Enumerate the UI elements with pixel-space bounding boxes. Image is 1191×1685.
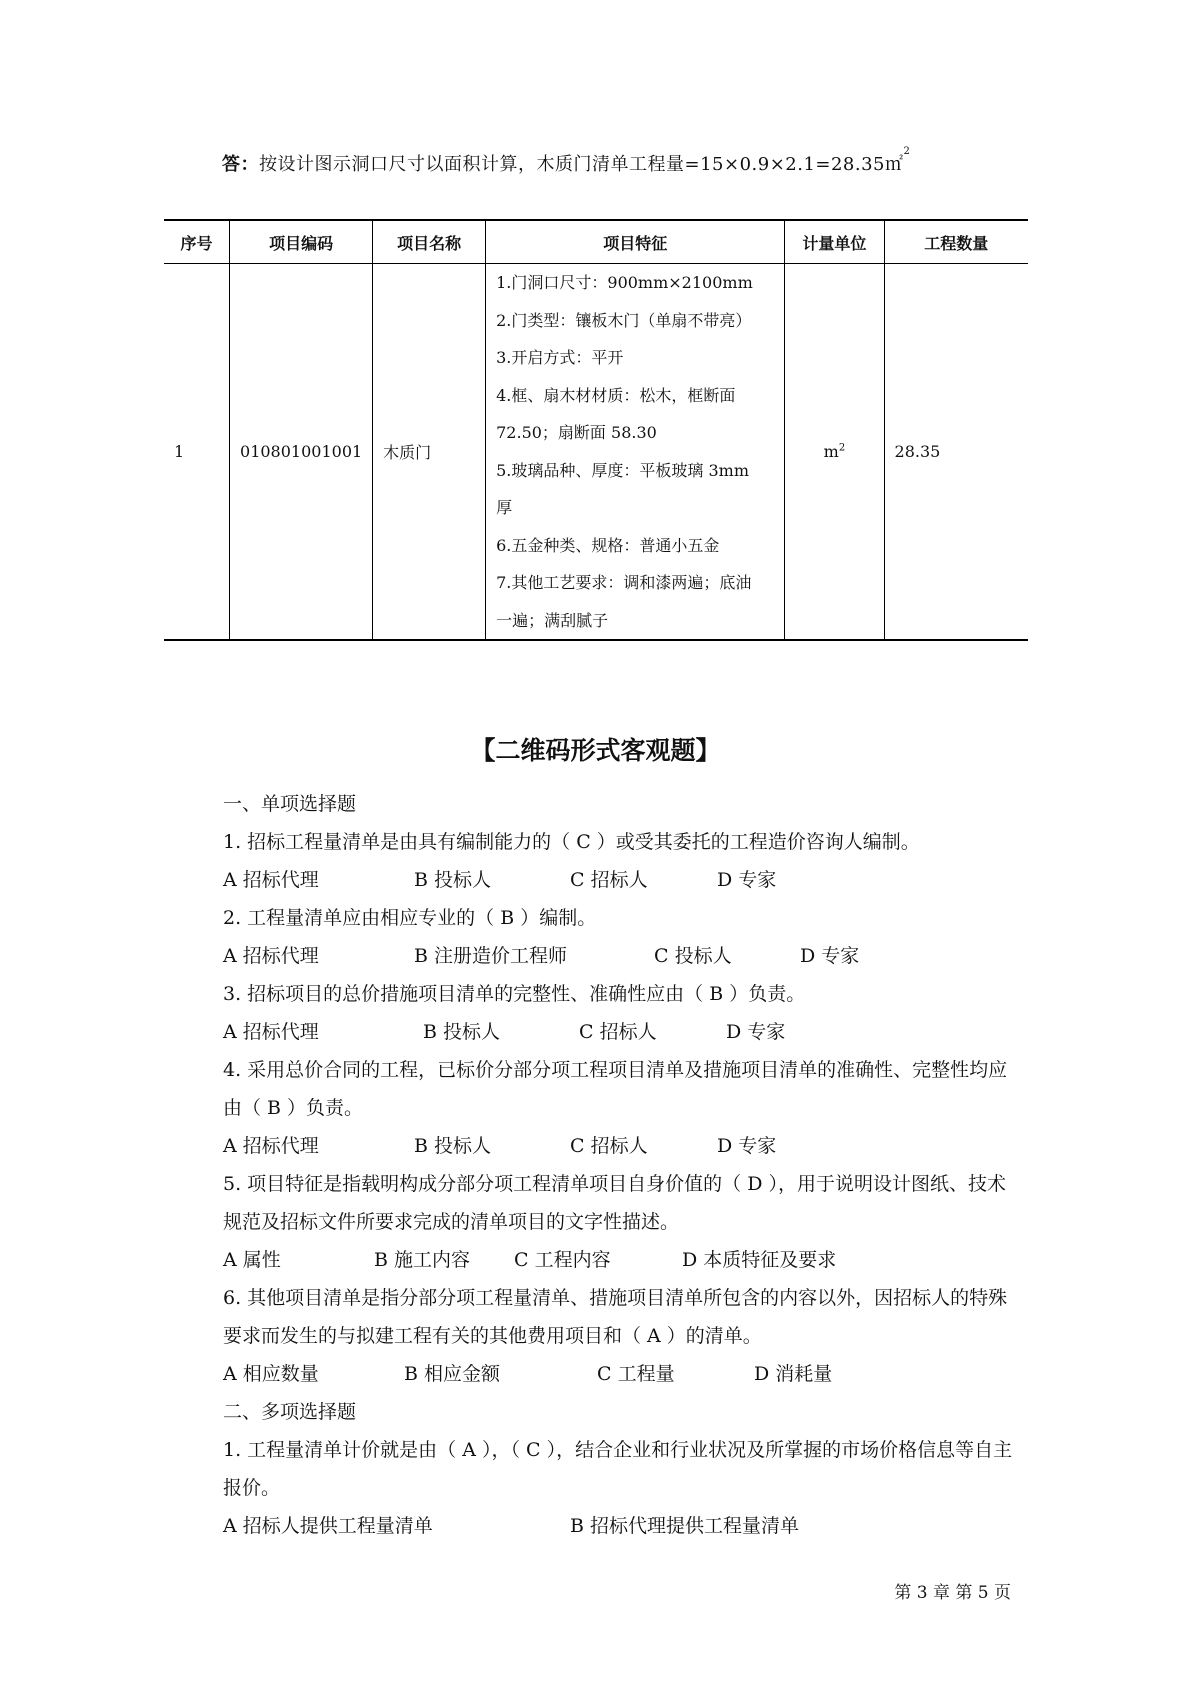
- feature-line: 6.五金种类、规格：普通小五金: [496, 535, 720, 555]
- option: A 招标代理: [223, 1021, 319, 1043]
- cell-name: 木质门: [373, 264, 486, 641]
- option: A 招标代理: [223, 869, 319, 891]
- option-row: [181, 1013, 1021, 1051]
- option: D 专家: [800, 945, 860, 967]
- header-features: 项目特征: [486, 220, 785, 264]
- cell-index: 1: [164, 264, 230, 641]
- table-row: [164, 264, 1028, 641]
- header-unit: 计量单位: [785, 220, 884, 264]
- option-row: [181, 1355, 1021, 1393]
- option: A 属性: [223, 1249, 281, 1271]
- feature-line: 3.开启方式：平开: [496, 348, 624, 367]
- question-text: 1. 工程量清单计价就是由（ A ），（ C ），结合企业和行业状况及所掌握的市场价格信息等自主报价。: [223, 1439, 1013, 1499]
- option: B 招标代理提供工程量清单: [570, 1515, 800, 1537]
- question-text: 3. 招标项目的总价措施项目清单的完整性、准确性应由（ B ）负责。: [223, 983, 806, 1005]
- option: B 相应金额: [404, 1363, 501, 1385]
- feature-line: 7.其他工艺要求：调和漆两遍；底油: [496, 573, 752, 592]
- option: B 投标人: [414, 869, 492, 891]
- option: C 投标人: [654, 945, 732, 967]
- feature-line: 厚: [496, 498, 513, 517]
- option: D 消耗量: [754, 1363, 833, 1385]
- option: D 专家: [726, 1021, 786, 1043]
- section-title: 【二维码形式客观题】: [470, 736, 721, 765]
- single-choice-heading: 一、单项选择题: [223, 793, 357, 815]
- feature-line: 72.50；扇断面 58.30: [496, 423, 657, 442]
- option: C 招标人: [570, 1135, 648, 1157]
- question-text: 1. 招标工程量清单是由具有编制能力的（ C ）或受其委托的工程造价咨询人编制。: [223, 831, 920, 853]
- question-text: 5. 项目特征是指载明构成分部分项工程清单项目自身价值的（ D ），用于说明设计图纸、技术规范及招标文件所要求完成的清单项目的文字性描述。: [223, 1173, 1006, 1233]
- option: B 投标人: [414, 1135, 492, 1157]
- feature-line: 4.框、扇木材材质：松木，框断面: [496, 385, 736, 405]
- question-text: 2. 工程量清单应由相应专业的（ B ）编制。: [223, 907, 597, 929]
- feature-line: 1.门洞口尺寸：900mm×2100mm: [496, 273, 753, 292]
- option: A 相应数量: [223, 1363, 319, 1385]
- option-row: [181, 1507, 1021, 1545]
- questions-body: [181, 785, 1021, 1545]
- header-quantity: 工程数量: [884, 220, 1028, 264]
- answer-line: [222, 146, 911, 176]
- cell-unit: [785, 264, 884, 641]
- cell-code: 010801001001: [230, 264, 373, 641]
- cell-quantity: 28.35: [884, 264, 1028, 641]
- option: D 专家: [717, 869, 777, 891]
- header-name: 项目名称: [373, 220, 486, 264]
- cell-features: [486, 264, 785, 641]
- table-header-row: [164, 220, 1028, 264]
- option: C 工程量: [597, 1363, 675, 1385]
- page-footer: 第 3 章 第 5 页: [894, 1583, 1011, 1603]
- answer-label: 答：: [222, 154, 259, 175]
- header-index: 序号: [164, 220, 230, 264]
- option: B 注册造价工程师: [414, 945, 568, 967]
- option-row: [181, 937, 1021, 975]
- feature-line: 一遍；满刮腻子: [496, 610, 609, 630]
- feature-line: 2.门类型：镶板木门（单扇不带亮）: [496, 310, 752, 330]
- option: D 专家: [717, 1135, 777, 1157]
- option-row: [181, 1127, 1021, 1165]
- option-row: [181, 1241, 1021, 1279]
- bill-table: [164, 219, 1028, 641]
- option: C 招标人: [579, 1021, 657, 1043]
- unit-text: m: [823, 442, 839, 461]
- option: D 本质特征及要求: [682, 1249, 837, 1271]
- option: A 招标代理: [223, 1135, 319, 1157]
- answer-text: 按设计图示洞口尺寸以面积计算，木质门清单工程量=15×0.9×2.1=28.35㎡: [259, 154, 904, 175]
- question-text: 6. 其他项目清单是指分部分项工程量清单、措施项目清单所包含的内容以外，因招标人的特殊要求而发生的与拟建工程有关的其他费用项目和（ A ）的清单。: [223, 1287, 1008, 1347]
- unit-superscript: 2: [838, 442, 846, 454]
- header-code: 项目编码: [230, 220, 373, 264]
- multi-choice-heading: 二、多项选择题: [223, 1401, 357, 1423]
- answer-superscript: 2: [903, 146, 911, 157]
- option: B 投标人: [423, 1021, 501, 1043]
- feature-line: 5.玻璃品种、厚度：平板玻璃 3mm: [496, 460, 750, 480]
- option: C 招标人: [570, 869, 648, 891]
- option: A 招标人提供工程量清单: [223, 1515, 433, 1537]
- option: B 施工内容: [374, 1249, 471, 1271]
- option: A 招标代理: [223, 945, 319, 967]
- option-row: [181, 861, 1021, 899]
- question-text: 4. 采用总价合同的工程，已标价分部分项工程项目清单及措施项目清单的准确性、完整性均应由（ B ）负责。: [223, 1059, 1008, 1119]
- option: C 工程内容: [514, 1249, 611, 1271]
